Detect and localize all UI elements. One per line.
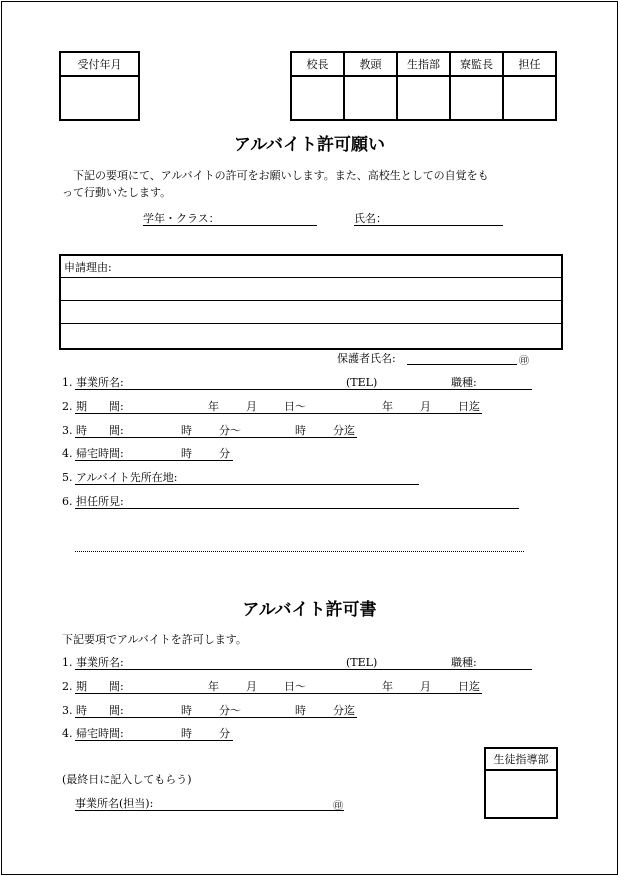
req-period-field[interactable]: [75, 413, 482, 414]
unit-day-to: 日迄: [458, 400, 480, 413]
unit-day-from: 日〜: [284, 400, 306, 413]
reason-box[interactable]: [59, 254, 563, 350]
unit-month: 月: [246, 400, 257, 413]
permit-return-time-label: 4. 帰宅時間:: [62, 727, 124, 740]
req-return-time-field[interactable]: [75, 460, 233, 461]
receipt-label: 受付年月: [60, 52, 139, 76]
req-teacher-opinion-label: 6. 担任所見:: [62, 495, 124, 508]
unit-year: 年: [382, 400, 393, 413]
grade-class-label: 学年・クラス：: [143, 212, 220, 225]
name-field[interactable]: [354, 212, 503, 226]
permit-workplace-field[interactable]: [75, 669, 532, 670]
permit-title: アルバイト許可書: [242, 600, 377, 620]
guardian-label: 保護者氏名:: [337, 352, 396, 365]
approver-label: 担任: [503, 52, 556, 76]
workplace-rep-field[interactable]: [75, 810, 344, 811]
unit-year: 年: [208, 400, 219, 413]
unit-minute-from: 分〜: [219, 424, 241, 437]
unit-minute-to: 分迄: [333, 424, 355, 437]
req-work-time-field[interactable]: [75, 437, 357, 438]
unit-minute: 分: [219, 447, 230, 460]
unit-hour: 時: [181, 447, 192, 460]
unit-day-from: 日〜: [284, 680, 306, 693]
approver-stamp-cell[interactable]: [291, 76, 344, 120]
unit-minute-to: 分迄: [333, 704, 355, 717]
unit-year: 年: [382, 680, 393, 693]
req-workplace-field[interactable]: [75, 389, 532, 390]
unit-minute: 分: [219, 727, 230, 740]
guardian-seal-mark: ㊞: [519, 356, 529, 367]
unit-month: 月: [420, 680, 431, 693]
student-guidance-label: 生徒指導部: [485, 748, 557, 770]
permit-work-time-label: 3. 時 間:: [62, 704, 124, 717]
req-workplace-label: 1. 事業所名:: [62, 376, 124, 389]
cut-line: [75, 551, 524, 552]
permit-period-field[interactable]: [75, 693, 482, 694]
workplace-rep-seal-mark: ㊞: [333, 801, 343, 812]
permit-workplace-label: 1. 事業所名:: [62, 656, 124, 669]
student-guidance-stamp-box: [484, 747, 558, 819]
approver-stamp-cell[interactable]: [397, 76, 450, 120]
approver-stamp-table: [290, 51, 557, 121]
workplace-rep-label: 事業所名(担当):: [75, 797, 154, 810]
guardian-name-field[interactable]: [407, 364, 517, 365]
name-label: 氏名：: [354, 212, 387, 225]
unit-hour: 時: [295, 704, 306, 717]
reason-line: [61, 277, 561, 278]
reason-label: 申請理由:: [64, 261, 112, 274]
permit-work-time-field[interactable]: [75, 717, 357, 718]
unit-year: 年: [208, 680, 219, 693]
reason-line: [61, 323, 561, 324]
permit-period-label: 2. 期 間:: [62, 680, 124, 693]
req-job-type-label: 職種:: [451, 376, 477, 389]
permit-intro: 下記要項でアルバイトを許可します。: [62, 633, 247, 646]
req-address-field[interactable]: [75, 484, 419, 485]
unit-hour: 時: [181, 727, 192, 740]
approver-stamp-cell[interactable]: [344, 76, 397, 120]
request-intro-line2: って行動いたします。: [62, 186, 172, 199]
approver-label: 教頭: [344, 52, 397, 76]
approver-stamp-cell[interactable]: [503, 76, 556, 120]
last-day-note: (最終日に記入してもらう): [62, 773, 192, 786]
permit-job-type-label: 職種:: [451, 656, 477, 669]
approver-label: 校長: [291, 52, 344, 76]
permit-tel-label: (TEL): [346, 656, 378, 669]
req-work-time-label: 3. 時 間:: [62, 424, 124, 437]
req-return-time-label: 4. 帰宅時間:: [62, 447, 124, 460]
approver-stamp-cell[interactable]: [450, 76, 503, 120]
approver-label: 寮監長: [450, 52, 503, 76]
approver-label: 生指部: [397, 52, 450, 76]
req-address-label: 5. アルバイト先所在地:: [62, 471, 178, 484]
request-title: アルバイト許可願い: [233, 135, 386, 155]
unit-month: 月: [420, 400, 431, 413]
unit-minute-from: 分〜: [219, 704, 241, 717]
unit-hour: 時: [181, 424, 192, 437]
grade-class-field[interactable]: [143, 212, 317, 226]
unit-hour: 時: [295, 424, 306, 437]
permit-return-time-field[interactable]: [75, 740, 233, 741]
reason-line: [61, 300, 561, 301]
receipt-stamp-box: [59, 51, 140, 121]
req-teacher-opinion-field[interactable]: [75, 508, 519, 509]
unit-month: 月: [246, 680, 257, 693]
student-guidance-stamp-cell[interactable]: [485, 770, 557, 818]
unit-day-to: 日迄: [458, 680, 480, 693]
unit-hour: 時: [181, 704, 192, 717]
req-tel-label: (TEL): [346, 376, 378, 389]
req-period-label: 2. 期 間:: [62, 400, 124, 413]
receipt-stamp-cell[interactable]: [60, 76, 139, 120]
request-intro-line1: 下記の要項にて、アルバイトの許可をお願いします。また、高校生としての自覚をも: [73, 169, 489, 182]
